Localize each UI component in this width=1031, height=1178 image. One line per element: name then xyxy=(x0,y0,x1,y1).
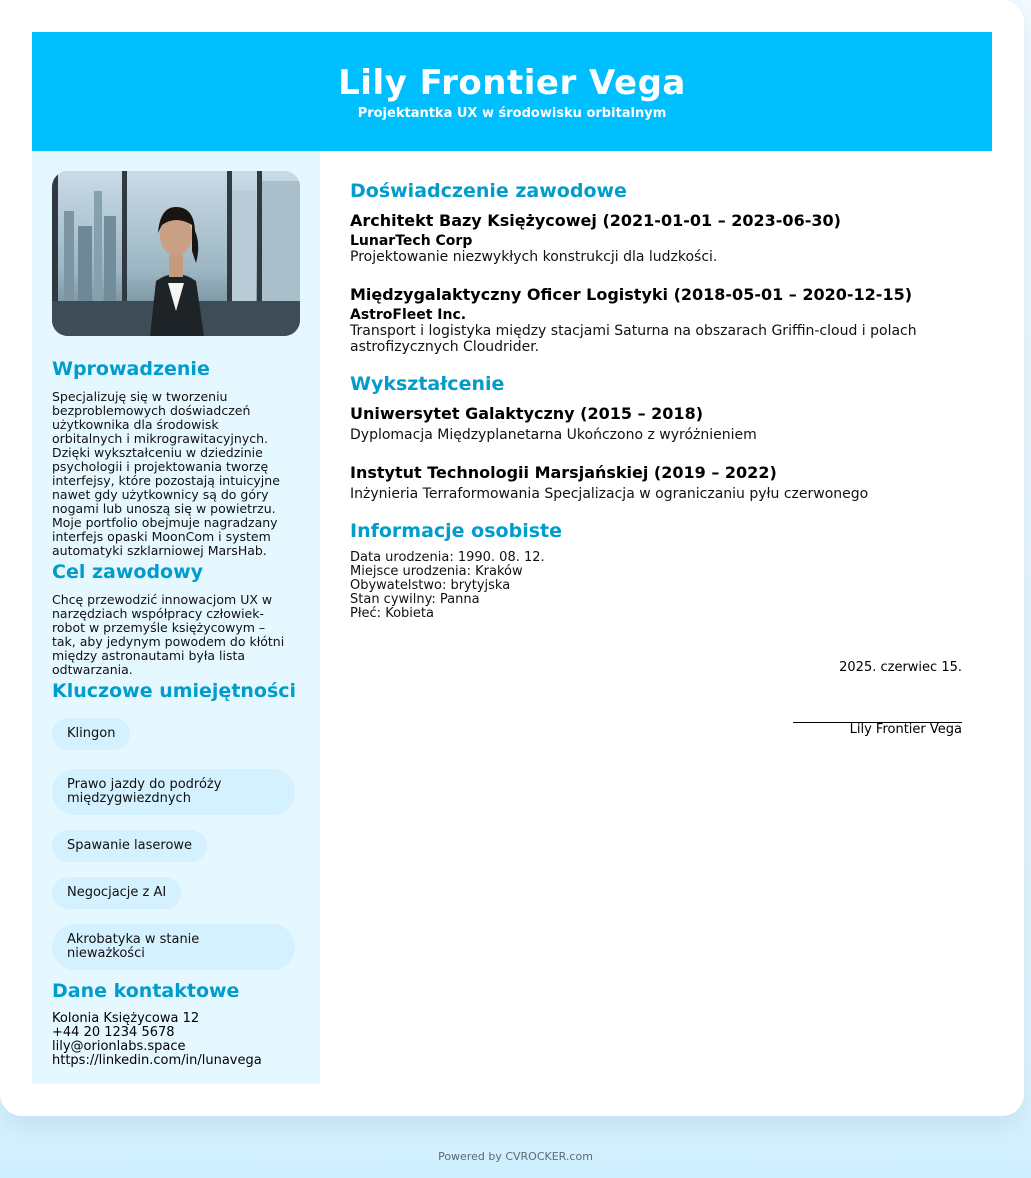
intro-line: nogami lub unoszą się w powietrzu. xyxy=(52,501,276,516)
goal-line: Chcę przewodzić innowacjom UX w xyxy=(52,592,273,607)
personal-birth-date: Data urodzenia: 1990. 08. 12. xyxy=(350,550,545,565)
goal-line: między astronautami była lista xyxy=(52,648,246,663)
intro-line: Dzięki wykształceniu w dziedzinie xyxy=(52,445,263,460)
skill-tag: Akrobatyka w stanie nieważkości xyxy=(52,924,295,970)
candidate-name: Lily Frontier Vega xyxy=(338,63,686,103)
job-title: Architekt Bazy Księżycowej (2021-01-01 – 2023-06-30) xyxy=(350,211,841,230)
job-company: AstroFleet Inc. xyxy=(350,307,467,323)
education-entry xyxy=(350,463,962,502)
personal-info xyxy=(350,551,962,621)
goal-text xyxy=(52,593,300,677)
candidate-subtitle: Projektantka UX w środowisku orbitalnym xyxy=(357,106,667,121)
contact-phone: +44 20 1234 5678 xyxy=(52,1025,175,1040)
skill-tag: Spawanie laserowe xyxy=(52,830,207,862)
personal-heading: Informacje osobiste xyxy=(350,520,562,542)
goal-line: robot w przemyśle księżycowym – xyxy=(52,620,266,635)
contact-linkedin[interactable]: https://linkedin.com/in/lunavega xyxy=(52,1053,262,1068)
intro-line: psychologii i projektowania tworzę xyxy=(52,459,269,474)
portrait-photo xyxy=(52,171,300,336)
education-entry xyxy=(350,404,962,443)
skill-tag: Klingon xyxy=(52,718,130,750)
signature-name: Lily Frontier Vega xyxy=(849,722,962,737)
footer-credit[interactable]: Powered by CVROCKER.com xyxy=(438,1150,593,1163)
intro-line: nawet gdy użytkownicy są do góry xyxy=(52,487,269,502)
intro-line: użytkownika dla środowisk xyxy=(52,417,219,432)
intro-line: interfejs opaski MoonCom i system xyxy=(52,529,271,544)
cv-header xyxy=(32,32,992,151)
job-entry xyxy=(350,211,962,265)
personal-birth-place: Miejsce urodzenia: Kraków xyxy=(350,564,523,579)
portrait-photo-icon xyxy=(52,171,300,336)
experience-heading: Doświadczenie zawodowe xyxy=(350,180,627,202)
education-description: Dyplomacja Międzyplanetarna Ukończono z wyróżnieniem xyxy=(350,427,757,443)
intro-line: interfejsy, które pozostają intuicyjne xyxy=(52,473,280,488)
job-entry xyxy=(350,285,962,355)
intro-line: automatyki szklarniowej MarsHab. xyxy=(52,543,267,558)
personal-citizenship: Obywatelstwo: brytyjska xyxy=(350,578,511,593)
skill-tag: Negocjacje z AI xyxy=(52,877,181,909)
job-description: Projektowanie niezwykłych konstrukcji dla ludzkości. xyxy=(350,249,718,265)
job-title: Międzygalaktyczny Oficer Logistyki (2018-05-01 – 2020-12-15) xyxy=(350,285,913,304)
goal-line: odtwarzania. xyxy=(52,662,133,677)
contact-info xyxy=(52,1012,300,1068)
education-title: Instytut Technologii Marsjańskiej (2019 – 2022) xyxy=(350,463,777,482)
intro-line: bezproblemowych doświadczeń xyxy=(52,403,251,418)
goal-line: tak, aby jedynym powodem do kłótni xyxy=(52,634,285,649)
contact-address: Kolonia Księżycowa 12 xyxy=(52,1011,200,1026)
goal-line: narzędziach współpracy człowiek- xyxy=(52,606,264,621)
skill-tag: Prawo jazdy do podróży międzygwiezdnych xyxy=(52,769,295,815)
education-title: Uniwersytet Galaktyczny (2015 – 2018) xyxy=(350,404,704,423)
personal-marital-status: Stan cywilny: Panna xyxy=(350,592,480,607)
intro-text xyxy=(52,390,300,558)
contact-email[interactable]: lily@orionlabs.space xyxy=(52,1039,186,1054)
intro-line: Specjalizuję się w tworzeniu xyxy=(52,389,228,404)
personal-gender: Płeć: Kobieta xyxy=(350,606,434,621)
education-heading: Wykształcenie xyxy=(350,373,505,395)
intro-line: Moje portfolio obejmuje nagradzany xyxy=(52,515,278,530)
main-content xyxy=(350,180,962,737)
intro-heading: Wprowadzenie xyxy=(52,358,210,380)
skills-list xyxy=(52,718,300,970)
signature-date: 2025. czerwiec 15. xyxy=(839,660,962,675)
sidebar xyxy=(32,151,320,1084)
job-company: LunarTech Corp xyxy=(350,233,473,249)
education-description: Inżynieria Terraformowania Specjalizacja w ograniczaniu pyłu czerwonego xyxy=(350,486,869,502)
job-description: Transport i logistyka między stacjami Saturna na obszarach Griffin-cloud i polach astrofizycznych Cloudrider. xyxy=(350,323,917,355)
intro-line: orbitalnych i mikrograwitacyjnych. xyxy=(52,431,268,446)
skills-heading: Kluczowe umiejętności xyxy=(52,680,297,702)
goal-heading: Cel zawodowy xyxy=(52,561,204,583)
contact-heading: Dane kontaktowe xyxy=(52,980,240,1002)
